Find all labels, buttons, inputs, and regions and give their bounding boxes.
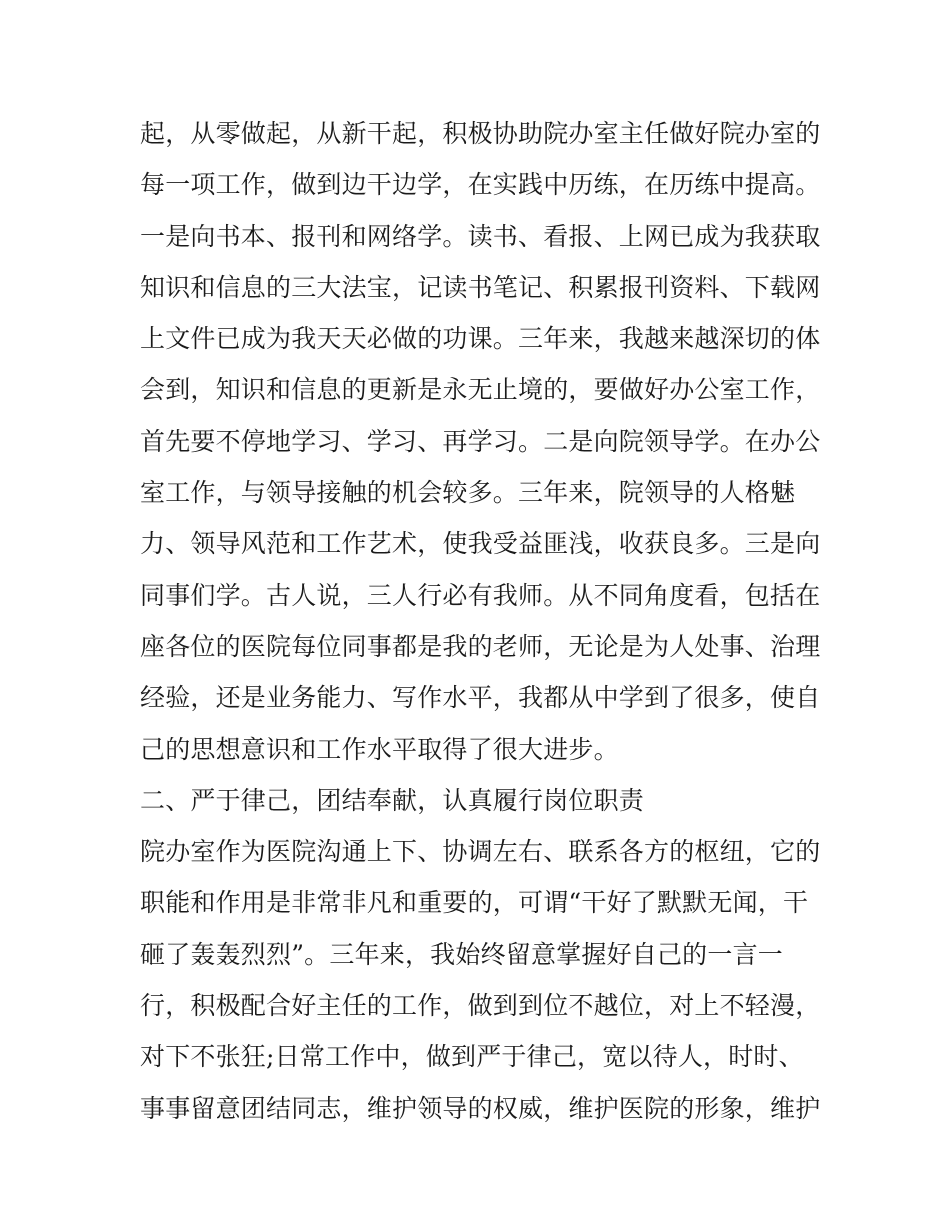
text-line: 经验，还是业务能力、写作水平，我都从中学到了很多，使自 bbox=[140, 683, 821, 713]
text-line: 力、领导风范和工作艺术，使我受益匪浅，收获良多。三是向 bbox=[140, 529, 821, 559]
text-line: 起，从零做起，从新干起，积极协助院办室主任做好院办室的 bbox=[140, 119, 821, 148]
text-line: 一是向书本、报刊和网络学。读书、看报、上网已成为我获取 bbox=[140, 221, 821, 251]
text-line: 院办室作为医院沟通上下、协调左右、联系各方的枢纽，它的 bbox=[140, 837, 821, 867]
document-body bbox=[140, 108, 830, 1134]
text-line: 同事们学。古人说，三人行必有我师。从不同角度看，包括在 bbox=[140, 580, 821, 610]
text-line: 会到，知识和信息的更新是永无止境的，要做好办公室工作， bbox=[140, 375, 821, 405]
text-line: 每一项工作，做到边干边学，在实践中历练，在历练中提高。 bbox=[140, 170, 821, 200]
text-line: 对下不张狂;日常工作中，做到严于律己，宽以待人，时时、 bbox=[140, 1042, 804, 1072]
text-line: 职能和作用是非常非凡和重要的，可谓“干好了默默无闻，干 bbox=[140, 888, 809, 918]
text-line: 室工作，与领导接触的机会较多。三年来，院领导的人格魅 bbox=[140, 478, 796, 508]
text-line: 上文件已成为我天天必做的功课。三年来，我越来越深切的体 bbox=[140, 324, 821, 354]
text-line: 首先要不停地学习、学习、再学习。二是向院领导学。在办公 bbox=[140, 426, 821, 456]
text-line: 座各位的医院每位同事都是我的老师，无论是为人处事、治理 bbox=[140, 631, 821, 661]
text-line: 行，积极配合好主任的工作，做到到位不越位，对上不轻漫， bbox=[140, 991, 821, 1021]
text-line: 事事留意团结同志，维护领导的权威，维护医院的形象，维护 bbox=[140, 1093, 821, 1123]
section-heading: 二、严于律己，团结奉献，认真履行岗位职责 bbox=[140, 785, 645, 815]
text-line: 知识和信息的三大法宝，记读书笔记、积累报刊资料、下载网 bbox=[140, 272, 821, 302]
text-line: 砸了轰轰烈烈”。三年来，我始终留意掌握好自己的一言一 bbox=[140, 939, 783, 969]
text-line: 己的思想意识和工作水平取得了很大进步。 bbox=[140, 734, 619, 764]
